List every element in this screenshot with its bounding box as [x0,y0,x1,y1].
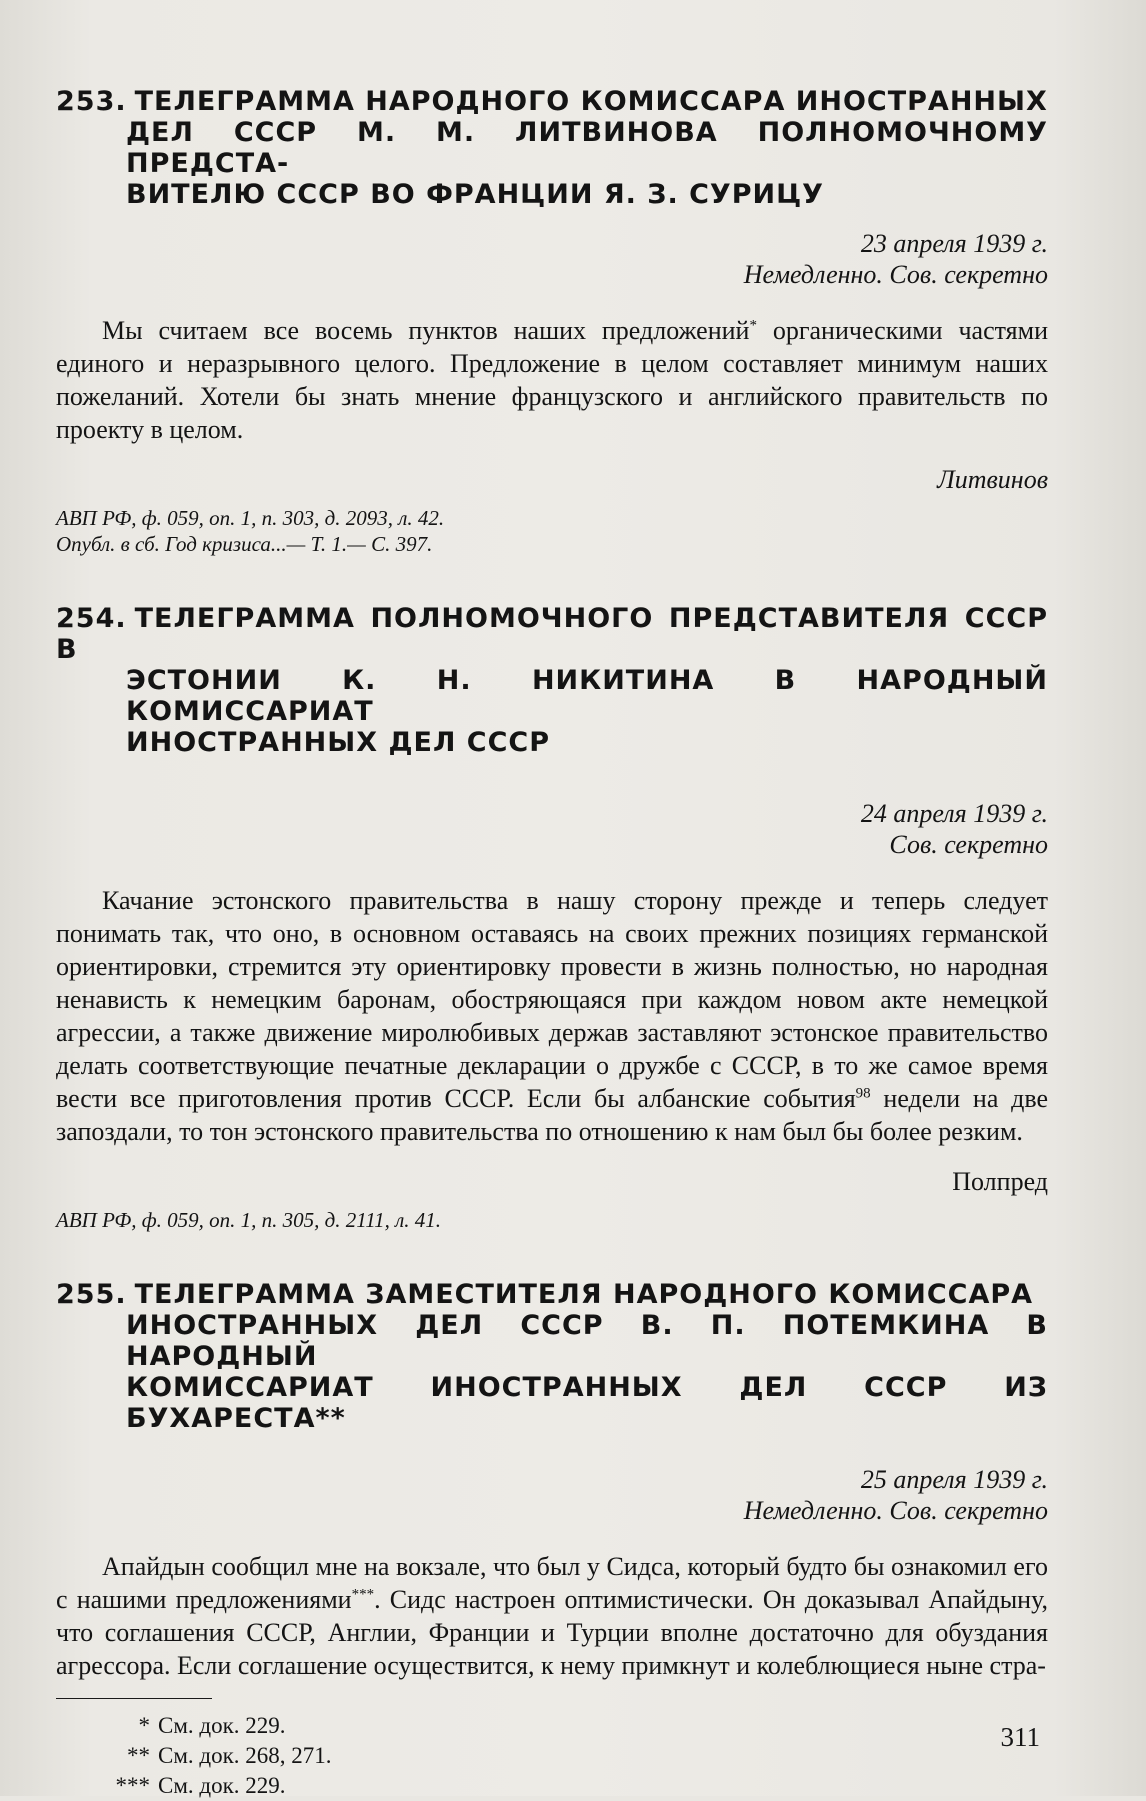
document-254 [56,603,1048,1233]
document-title [56,603,1048,758]
document-number: 254. [56,603,127,634]
footnote-reference: *** [351,1586,375,1603]
title-line: КОМИССАРИАТ ИНОСТРАННЫХ ДЕЛ СССР ИЗ БУХАРЕСТА** [126,1372,1048,1434]
footnote-text: См. док. 229. [158,1713,286,1738]
signature: Литвинов [937,465,1048,494]
document-date: 25 апреля 1939 г. [860,1465,1048,1494]
footnote-text: См. док. 229. [158,1773,286,1798]
footnote [56,1741,1048,1771]
document-number: 255. [56,1279,127,1310]
footnote-text: См. док. 268, 271. [158,1743,332,1768]
document-255 [56,1279,1048,1682]
document-meta [56,228,1048,290]
footnote-mark: * [138,1713,150,1738]
footnote-reference: * [749,317,757,334]
body-text: Качание эстонского правительства в нашу сторону прежде и теперь следует понимать так, что оно, в основном оставаясь на своих прежних позициях германской ориентировки, стремится эту ориентировку провести в жизнь полностью, но народная ненависть к немецким баронам, обостряющаяся при каждом новом акте немецкой агрессии, а также движение миролюбивых держав заставляют эстонское правительство делать соответствующие печатные декларации о дружбе с СССР, в то же самое время вести все приготовления против СССР. Если бы албанские события [56,886,1048,1113]
title-line: ЭСТОНИИ К. Н. НИКИТИНА В НАРОДНЫЙ КОМИССАРИАТ [126,665,1048,727]
page-content [56,86,1048,1801]
body-text: органическими частями единого и неразрывного целого. Предложение в целом составляет минимум наших пожеланий. Хотели бы знать мнение французского и английского правительств по проекту в целом. [56,316,1048,444]
title-line: ТЕЛЕГРАММА НАРОДНОГО КОМИССАРА ИНОСТРАННЫХ [134,86,1048,117]
document-classification: Немедленно. Сов. секретно [743,260,1048,289]
document-body [56,884,1048,1148]
document-253 [56,86,1048,557]
footnote-divider [56,1698,212,1699]
footnote [56,1711,1048,1741]
footnote-reference: 98 [855,1085,871,1102]
title-line: ИНОСТРАННЫХ ДЕЛ СССР В. П. ПОТЕМКИНА В НАРОДНЫЙ [126,1310,1048,1372]
source-line: АВП РФ, ф. 059, оп. 1, п. 303, д. 2093, л. 42. [56,506,445,530]
document-date: 23 апреля 1939 г. [860,229,1048,258]
source-line: Опубл. в сб. Год кризиса...— Т. 1.— С. 397. [56,532,433,556]
body-text: Апайдын сообщил мне на вокзале, что был у Сидса, который будто бы ознакомил его с нашими предложениями [56,1552,1048,1614]
body-text: Мы считаем все восемь пунктов наших предложений [102,316,750,345]
footnote-mark: ** [127,1743,150,1768]
document-meta [56,798,1048,860]
document-body [56,1550,1048,1682]
page-number: 311 [1000,1722,1040,1752]
document-meta [56,1464,1048,1526]
title-line: ВИТЕЛЮ СССР ВО ФРАНЦИИ Я. З. СУРИЦУ [126,179,824,210]
body-text: недели на две запоздали, то тон эстонского правительства по отношению к нам был бы более резким. [56,1084,1048,1146]
archive-source [56,1207,1048,1233]
document-date: 24 апреля 1939 г. [860,799,1048,828]
title-line: ДЕЛ СССР М. М. ЛИТВИНОВА ПОЛНОМОЧНОМУ ПРЕДСТА- [126,117,1048,179]
footnotes [56,1711,1048,1801]
document-title [56,1279,1048,1434]
source-line: АВП РФ, ф. 059, оп. 1, п. 305, д. 2111, л. 41. [56,1208,442,1232]
footnote-mark: *** [115,1773,150,1798]
document-classification: Сов. секретно [889,830,1048,859]
signature: Полпред [952,1167,1048,1196]
document-body [56,314,1048,446]
body-text: . Сидс настроен оптимистически. Он доказывал Апайдыну, что соглашения СССР, Англии, Франции и Турции вполне достаточно для обуздания агрессора. Если соглашение осуществится, к нему примкнут и колеблющиеся ныне стра- [56,1585,1048,1680]
title-line: ТЕЛЕГРАММА ПОЛНОМОЧНОГО ПРЕДСТАВИТЕЛЯ СССР В [56,603,1048,665]
footnote [56,1771,1048,1801]
document-number: 253. [56,86,127,117]
title-line: ТЕЛЕГРАММА ЗАМЕСТИТЕЛЯ НАРОДНОГО КОМИССАРА [134,1279,1034,1310]
archive-source [56,505,1048,557]
document-classification: Немедленно. Сов. секретно [743,1496,1048,1525]
document-title [56,86,1048,210]
title-line: ИНОСТРАННЫХ ДЕЛ СССР [126,727,550,758]
